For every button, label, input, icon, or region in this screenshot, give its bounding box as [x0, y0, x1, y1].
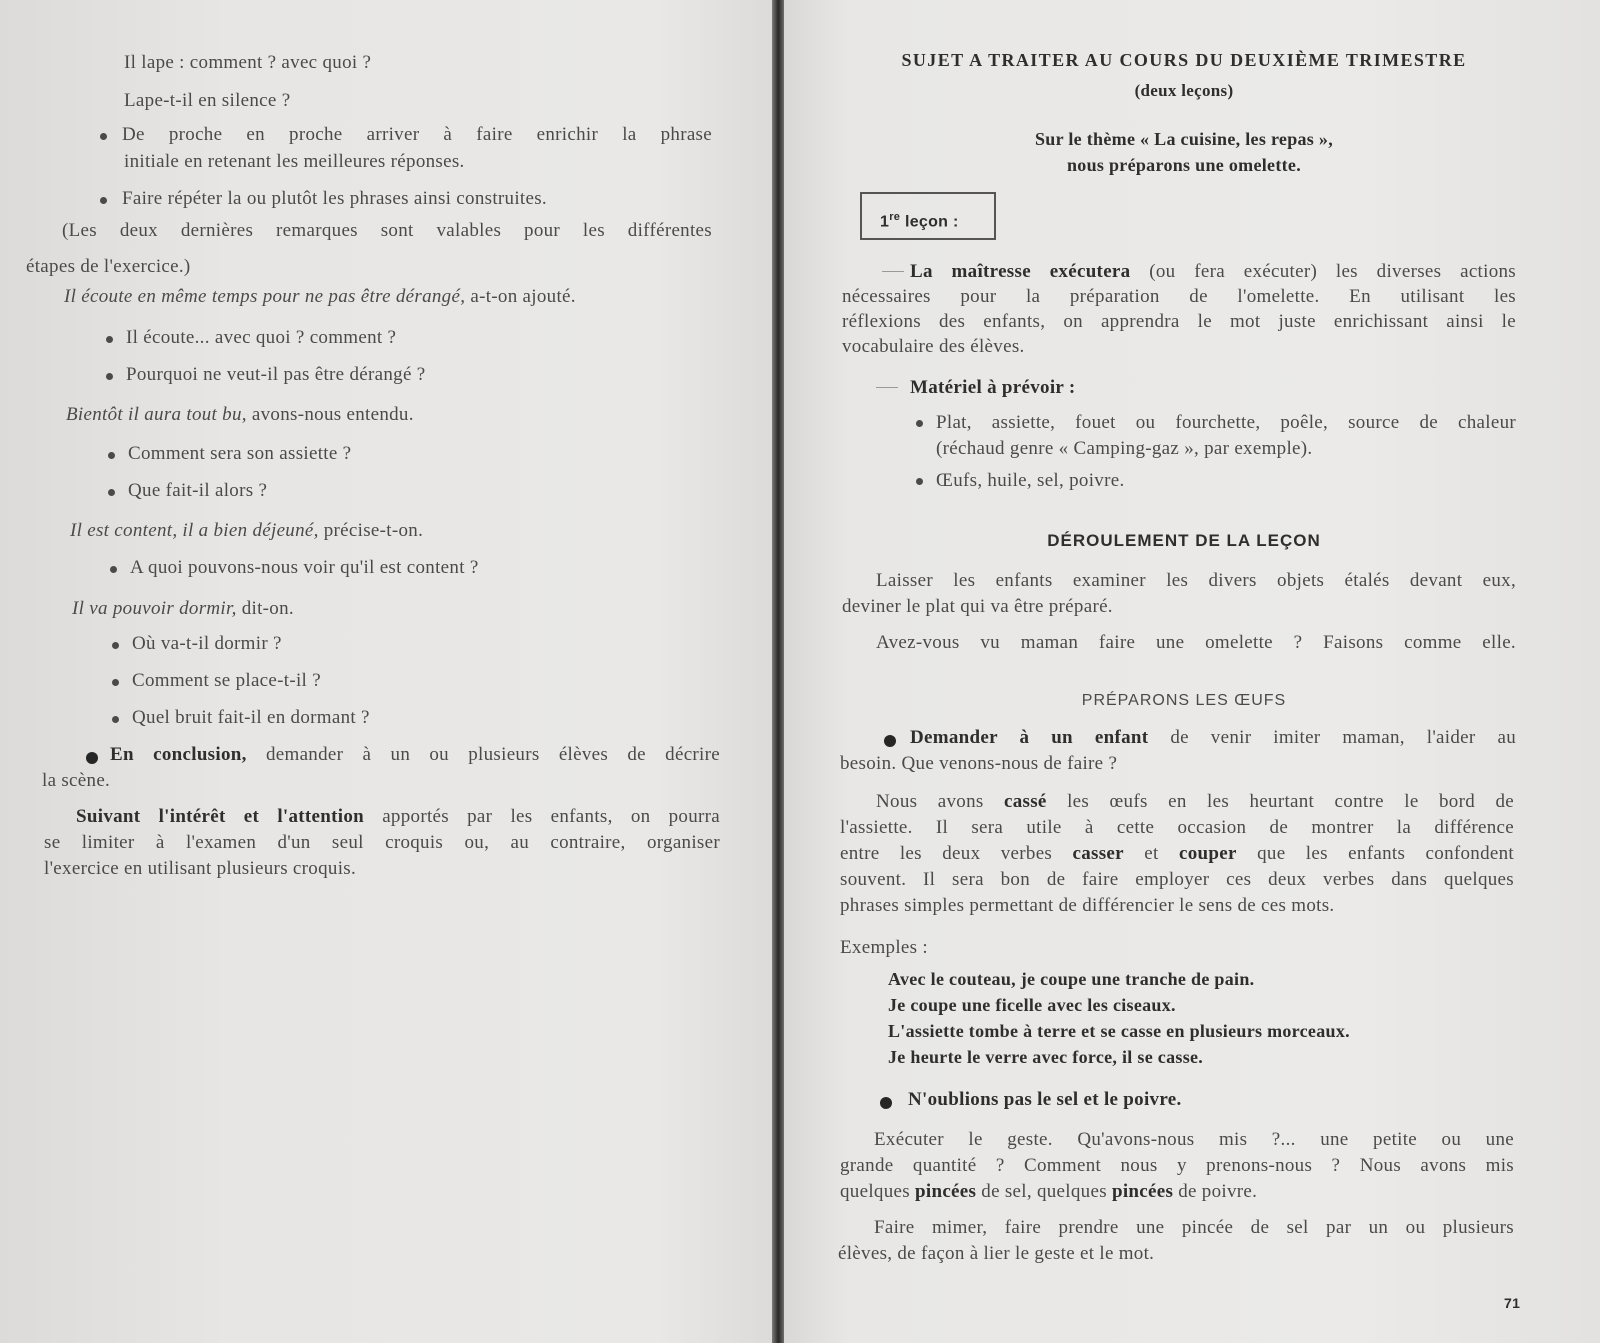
bullet-icon: [884, 735, 896, 747]
bullet-icon: [108, 489, 115, 496]
text-line: réflexions des enfants, on apprendra le mot juste enrichissant ainsi le: [842, 311, 1516, 332]
text-line: Exécuter le geste. Qu'avons-nous mis ?... une petite ou une: [874, 1129, 1514, 1150]
text-line: la scène.: [42, 770, 111, 791]
text-line: Il écoute... avec quoi ? comment ?: [126, 327, 397, 348]
bullet-icon: [100, 133, 107, 140]
subheading: N'oublions pas le sel et le poivre.: [908, 1089, 1182, 1110]
text-line: vocabulaire des élèves.: [842, 336, 1025, 357]
text-span: de venir imiter maman, l'aider au: [1148, 727, 1516, 748]
text-span: entre les deux verbes: [840, 843, 1073, 864]
text-line: (Les deux dernières remarques sont valables pour les différentes: [62, 220, 712, 241]
right-page: [784, 0, 1600, 1343]
text-line: souvent. Il sera bon de faire employer ces deux verbes dans quelques: [840, 869, 1514, 890]
bullet-icon: [112, 642, 119, 649]
text-line: [840, 841, 1514, 867]
bold-word: pincées: [915, 1181, 977, 1202]
bullet-icon: [106, 373, 113, 380]
section-title: SUJET A TRAITER AU COURS DU DEUXIÈME TRIMESTRE: [901, 50, 1467, 70]
text-line: grande quantité ? Comment nous y prenons-nous ? Nous avons mis: [840, 1155, 1514, 1176]
text-line: A quoi pouvons-nous voir qu'il est content ?: [130, 557, 479, 578]
italic-quote: Il va pouvoir dormir,: [72, 598, 237, 619]
bullet-icon: [112, 716, 119, 723]
text-line: étapes de l'exercice.): [26, 256, 191, 277]
text-line: Lape-t-il en silence ?: [124, 90, 291, 111]
bullet-icon: [880, 1097, 892, 1109]
lesson-ordinal: re: [889, 211, 901, 223]
text-line: Œufs, huile, sel, poivre.: [936, 470, 1125, 491]
left-page: [0, 0, 772, 1343]
italic-quote: Il est content, il a bien déjeuné,: [70, 520, 319, 541]
lesson-label: [880, 204, 959, 235]
text-line: Comment sera son assiette ?: [128, 443, 352, 464]
text-line: Faire mimer, faire prendre une pincée de sel par un ou plusieurs: [874, 1217, 1514, 1238]
text-line: nécessaires pour la préparation de l'omelette. En utilisant les: [842, 286, 1516, 307]
bold-word: couper: [1178, 843, 1237, 864]
text-line: élèves, de façon à lier le geste et le mot.: [838, 1243, 1155, 1264]
text-line: [840, 1179, 1257, 1205]
bold-lead: La maîtresse exécutera: [910, 261, 1131, 282]
section-subtitle: (deux leçons): [1134, 81, 1234, 100]
text-line: deviner le plat qui va être préparé.: [842, 596, 1113, 617]
subheading: Matériel à prévoir :: [910, 377, 1076, 398]
text-span: les œufs en les heurtant contre le bord de: [1046, 791, 1514, 812]
dash-icon: [882, 271, 904, 272]
example-line: Avec le couteau, je coupe une tranche de pain.: [888, 969, 1255, 989]
text-span: demander à un ou plusieurs élèves de décrire: [246, 744, 720, 765]
text-span: Nous avons: [876, 791, 1004, 812]
bold-lead: Suivant l'intérêt et l'attention: [76, 806, 365, 827]
text-line: Plat, assiette, fouet ou fourchette, poêle, source de chaleur: [936, 412, 1516, 433]
bold-lead: Demander à un enfant: [910, 727, 1149, 748]
text-span: de sel, quelques: [976, 1181, 1112, 1202]
text-span: et: [1123, 843, 1179, 864]
text-line: [910, 725, 1516, 751]
lesson-label-text: leçon :: [900, 213, 959, 231]
text-line: [66, 402, 414, 428]
lesson-box: [860, 192, 996, 240]
section-heading: DÉROULEMENT DE LA LEÇON: [1047, 531, 1321, 550]
bullet-icon: [112, 679, 119, 686]
text-span: (ou fera exécuter) les diverses actions: [1130, 261, 1517, 282]
text-line: initiale en retenant les meilleures réponses.: [124, 151, 465, 172]
text-line: [72, 596, 294, 622]
theme-line: nous préparons une omelette.: [1066, 155, 1302, 175]
bullet-icon: [110, 566, 117, 573]
bold-word: casser: [1072, 843, 1124, 864]
text-line: besoin. Que venons-nous de faire ?: [840, 753, 1118, 774]
bold-word: cassé: [1004, 791, 1047, 812]
example-line: Je coupe une ficelle avec les ciseaux.: [888, 995, 1176, 1015]
text-line: Faire répéter la ou plutôt les phrases ainsi construites.: [122, 188, 547, 209]
bullet-icon: [86, 752, 98, 764]
bullet-icon: [916, 478, 923, 485]
text-line: Que fait-il alors ?: [128, 480, 268, 501]
example-line: L'assiette tombe à terre et se casse en plusieurs morceaux.: [888, 1021, 1350, 1041]
text-line: l'assiette. Il sera utile à cette occasion de montrer la différence: [840, 817, 1514, 838]
text-span: apportés par les enfants, on pourra: [364, 806, 720, 827]
text-line: [910, 259, 1516, 285]
text-line: Laisser les enfants examiner les divers objets étalés devant eux,: [876, 570, 1516, 591]
text-span: a-t-on ajouté.: [465, 286, 576, 307]
book-gutter: [772, 0, 784, 1343]
text-span: de poivre.: [1173, 1181, 1258, 1202]
text-span: dit-on.: [236, 598, 294, 619]
italic-quote: Il écoute en même temps pour ne pas être dérangé,: [64, 286, 466, 307]
text-line: Quel bruit fait-il en dormant ?: [132, 707, 370, 728]
text-line: se limiter à l'examen d'un seul croquis ou, au contraire, organiser: [44, 832, 720, 853]
text-line: Avez-vous vu maman faire une omelette ? Faisons comme elle.: [876, 632, 1516, 653]
theme-line: Sur le thème « La cuisine, les repas »,: [1034, 129, 1334, 149]
bold-word: pincées: [1111, 1181, 1174, 1202]
text-span: que les enfants confondent: [1236, 843, 1515, 864]
bullet-icon: [106, 336, 113, 343]
text-line: [64, 284, 576, 310]
bullet-icon: [108, 452, 115, 459]
text-line: [110, 742, 720, 768]
text-line: (réchaud genre « Camping-gaz », par exemple).: [936, 438, 1313, 459]
bold-lead: En conclusion,: [110, 744, 247, 765]
text-line: phrases simples permettant de différencier le sens de ces mots.: [840, 895, 1335, 916]
bullet-icon: [100, 197, 107, 204]
page-number: 71: [1504, 1295, 1521, 1311]
lesson-number: 1: [880, 213, 890, 231]
text-line: Comment se place-t-il ?: [132, 670, 321, 691]
example-line: Je heurte le verre avec force, il se casse.: [888, 1047, 1204, 1067]
text-span: quelques: [840, 1181, 915, 1202]
section-heading: PRÉPARONS LES ŒUFS: [1081, 692, 1287, 709]
text-line: [76, 804, 720, 830]
text-line: Exemples :: [840, 937, 928, 958]
text-span: précise-t-on.: [318, 520, 424, 541]
text-span: avons-nous entendu.: [246, 404, 414, 425]
bullet-icon: [916, 420, 923, 427]
text-line: Pourquoi ne veut-il pas être dérangé ?: [126, 364, 426, 385]
text-line: Il lape : comment ? avec quoi ?: [124, 52, 372, 73]
text-line: De proche en proche arriver à faire enrichir la phrase: [122, 124, 712, 145]
text-line: l'exercice en utilisant plusieurs croquis.: [44, 858, 357, 879]
italic-quote: Bientôt il aura tout bu,: [66, 404, 247, 425]
text-line: Où va-t-il dormir ?: [132, 633, 282, 654]
text-line: [70, 518, 423, 544]
text-line: [876, 789, 1514, 815]
dash-icon: [876, 387, 898, 388]
